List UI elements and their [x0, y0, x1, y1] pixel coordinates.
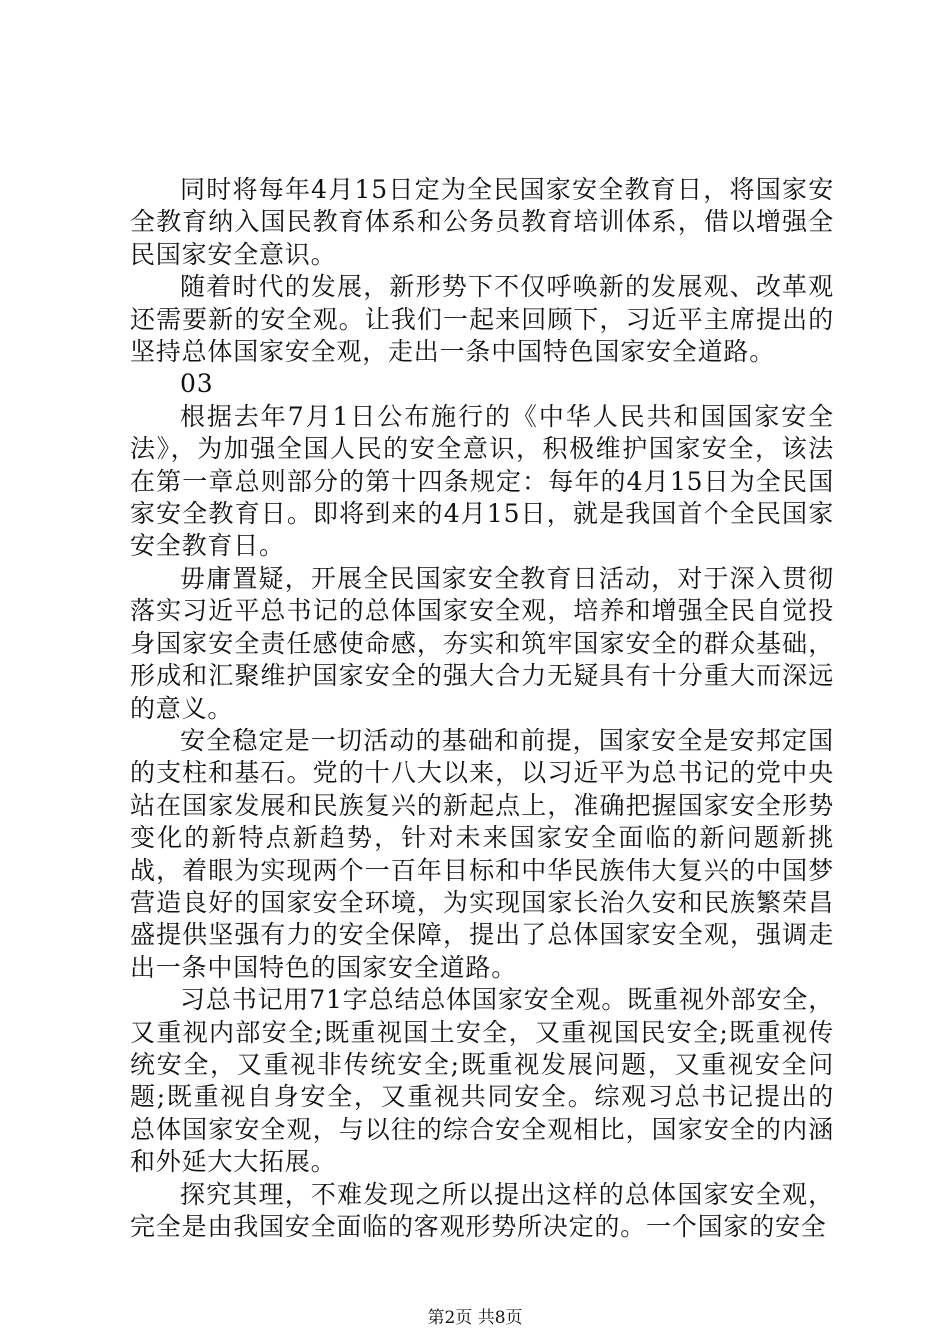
- paragraph: 安全稳定是一切活动的基础和前提，国家安全是安邦定国的支柱和基石。党的十八大以来，以习近平为总书记的党中央站在国家发展和民族复兴的新起点上，准确把握国家安全形势变化的新特点新趋势，针对未来国家安全面临的新问题新挑战，着眼为实现两个一百年目标和中华民族伟大复兴的中国梦营造良好的国家安全环境，为实现国家长治久安和民族繁荣昌盛提供坚强有力的安全保障，提出了总体国家安全观，强调走出一条中国特色的国家安全道路。: [130, 725, 834, 982]
- document-body: [130, 174, 834, 1243]
- paragraph: 毋庸置疑，开展全民国家安全教育日活动，对于深入贯彻落实习近平总书记的总体国家安全观，培养和增强全民自觉投身国家安全责任感使命感，夯实和筑牢国家安全的群众基础，形成和汇聚维护国家安全的强大合力无疑具有十分重大而深远的意义。: [130, 563, 834, 723]
- section-number: 03: [180, 369, 214, 399]
- paragraph: 根据去年7月1日公布施行的《中华人民共和国国家安全法》，为加强全国人民的安全意识，积极维护国家安全，该法在第一章总则部分的第十四条规定：每年的4月15日为全民国家安全教育日。即将到来的4月15日，就是我国首个全民国家安全教育日。: [130, 401, 834, 561]
- page-number-footer: 第2页 共8页: [427, 1308, 523, 1328]
- paragraph: 探究其理，不难发现之所以提出这样的总体国家安全观，完全是由我国安全面临的客观形势所决定的。一个国家的安全: [130, 1179, 834, 1241]
- paragraph: 随着时代的发展，新形势下不仅呼唤新的发展观、改革观还需要新的安全观。让我们一起来回顾下，习近平主席提出的坚持总体国家安全观，走出一条中国特色国家安全道路。: [130, 272, 834, 367]
- paragraph: 同时将每年4月15日定为全民国家安全教育日，将国家安全教育纳入国民教育体系和公务员教育培训体系，借以增强全民国家安全意识。: [130, 175, 834, 269]
- paragraph: 习总书记用71字总结总体国家安全观。既重视外部安全，又重视内部安全;既重视国土安全，又重视国民安全;既重视传统安全，又重视非传统安全;既重视发展问题，又重视安全问题;既重视自身安全，又重视共同安全。综观习总书记提出的总体国家安全观，与以往的综合安全观相比，国家安全的内涵和外延大大拓展。: [130, 985, 834, 1177]
